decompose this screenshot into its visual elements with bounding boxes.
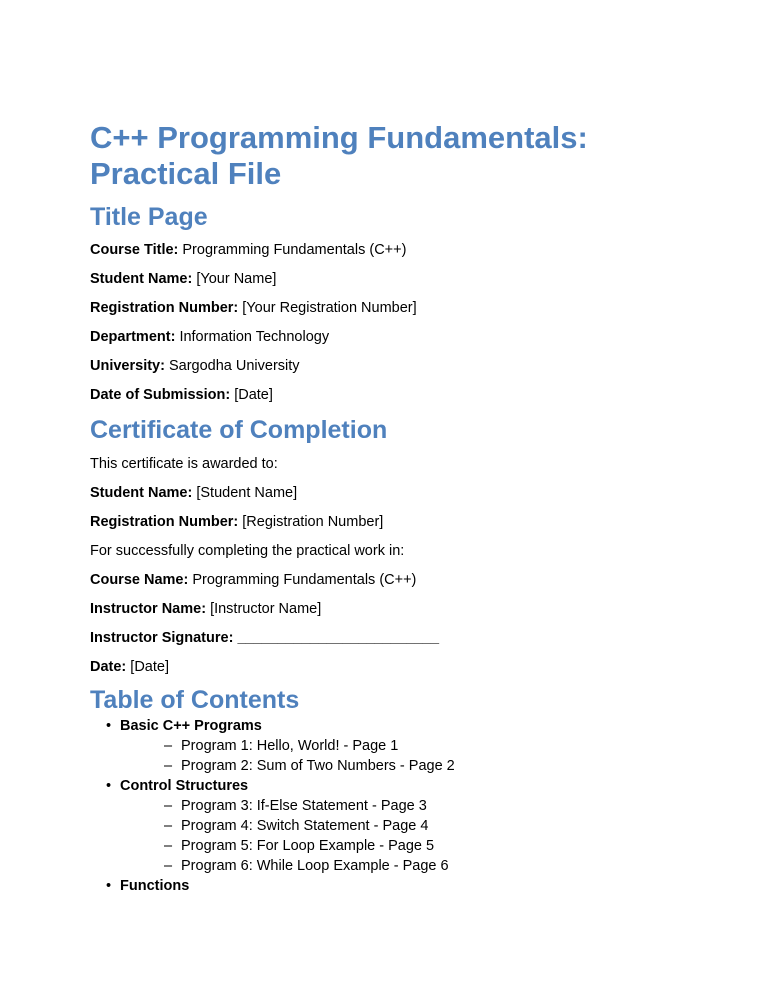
field-label: Instructor Name: — [90, 601, 207, 617]
field-value: Programming Fundamentals (C++) — [192, 572, 417, 588]
toc-item — [90, 796, 455, 816]
field-label: Date: — [90, 659, 127, 675]
submission-date-field — [90, 385, 273, 405]
toc-section — [90, 876, 455, 896]
bullet-icon: • — [106, 718, 112, 734]
title-page-heading: Title Page — [90, 203, 208, 231]
field-value: [Your Name] — [196, 271, 277, 287]
dash-icon: – — [164, 738, 173, 754]
dash-icon: – — [164, 858, 173, 874]
cert-registration-field — [90, 512, 383, 532]
title-line-1: C++ Programming Fundamentals: — [90, 120, 588, 155]
toc-section-label: Control Structures — [120, 778, 249, 794]
field-value: Programming Fundamentals (C++) — [182, 242, 407, 258]
field-value: [Instructor Name] — [210, 601, 322, 617]
toc-item — [90, 816, 455, 836]
document-title — [90, 120, 588, 192]
field-label: Department: — [90, 329, 176, 345]
toc-item-label: Program 3: If-Else Statement - Page 3 — [181, 798, 427, 814]
toc-section-label: Basic C++ Programs — [120, 718, 262, 734]
dash-icon: – — [164, 818, 173, 834]
cert-signature-field — [90, 628, 439, 648]
toc-item-label: Program 1: Hello, World! - Page 1 — [181, 738, 399, 754]
table-of-contents — [90, 716, 455, 896]
cert-date-field — [90, 657, 169, 677]
field-label: University: — [90, 358, 165, 374]
field-label: Registration Number: — [90, 300, 239, 316]
field-label: Course Title: — [90, 242, 179, 258]
toc-item — [90, 756, 455, 776]
student-name-field — [90, 269, 276, 289]
toc-item-label: Program 4: Switch Statement - Page 4 — [181, 818, 429, 834]
bullet-icon: • — [106, 878, 112, 894]
field-label: Course Name: — [90, 572, 189, 588]
toc-item-label: Program 6: While Loop Example - Page 6 — [181, 858, 449, 874]
field-value: [Your Registration Number] — [242, 300, 417, 316]
toc-heading: Table of Contents — [90, 686, 300, 714]
cert-course-field — [90, 570, 416, 590]
field-value: [Student Name] — [196, 485, 298, 501]
toc-item-label: Program 5: For Loop Example - Page 5 — [181, 838, 435, 854]
field-label: Registration Number: — [90, 514, 239, 530]
certificate-intro: This certificate is awarded to: — [90, 456, 278, 472]
field-value: [Registration Number] — [242, 514, 384, 530]
toc-section-label: Functions — [120, 878, 190, 894]
toc-item-label: Program 2: Sum of Two Numbers - Page 2 — [181, 758, 455, 774]
certificate-for-text: For successfully completing the practical work in: — [90, 543, 405, 559]
dash-icon: – — [164, 758, 173, 774]
cert-instructor-field — [90, 599, 321, 619]
bullet-icon: • — [106, 778, 112, 794]
title-line-2: Practical File — [90, 156, 282, 191]
registration-number-field — [90, 298, 417, 318]
cert-student-field — [90, 483, 297, 503]
field-label: Student Name: — [90, 485, 193, 501]
toc-item — [90, 836, 455, 856]
field-value: Sargodha University — [168, 358, 300, 374]
toc-section — [90, 716, 455, 736]
university-field — [90, 356, 300, 376]
toc-item — [90, 736, 455, 756]
department-field — [90, 327, 329, 347]
field-label: Instructor Signature: — [90, 630, 234, 646]
field-value: [Date] — [130, 659, 169, 675]
certificate-heading: Certificate of Completion — [90, 416, 388, 444]
toc-section — [90, 776, 455, 796]
field-value: Information Technology — [179, 329, 330, 345]
course-title-field — [90, 240, 406, 260]
dash-icon: – — [164, 838, 173, 854]
toc-item — [90, 856, 455, 876]
dash-icon: – — [164, 798, 173, 814]
field-value: [Date] — [234, 387, 273, 403]
field-label: Date of Submission: — [90, 387, 231, 403]
field-label: Student Name: — [90, 271, 193, 287]
signature-line: _________________________ — [237, 630, 440, 646]
